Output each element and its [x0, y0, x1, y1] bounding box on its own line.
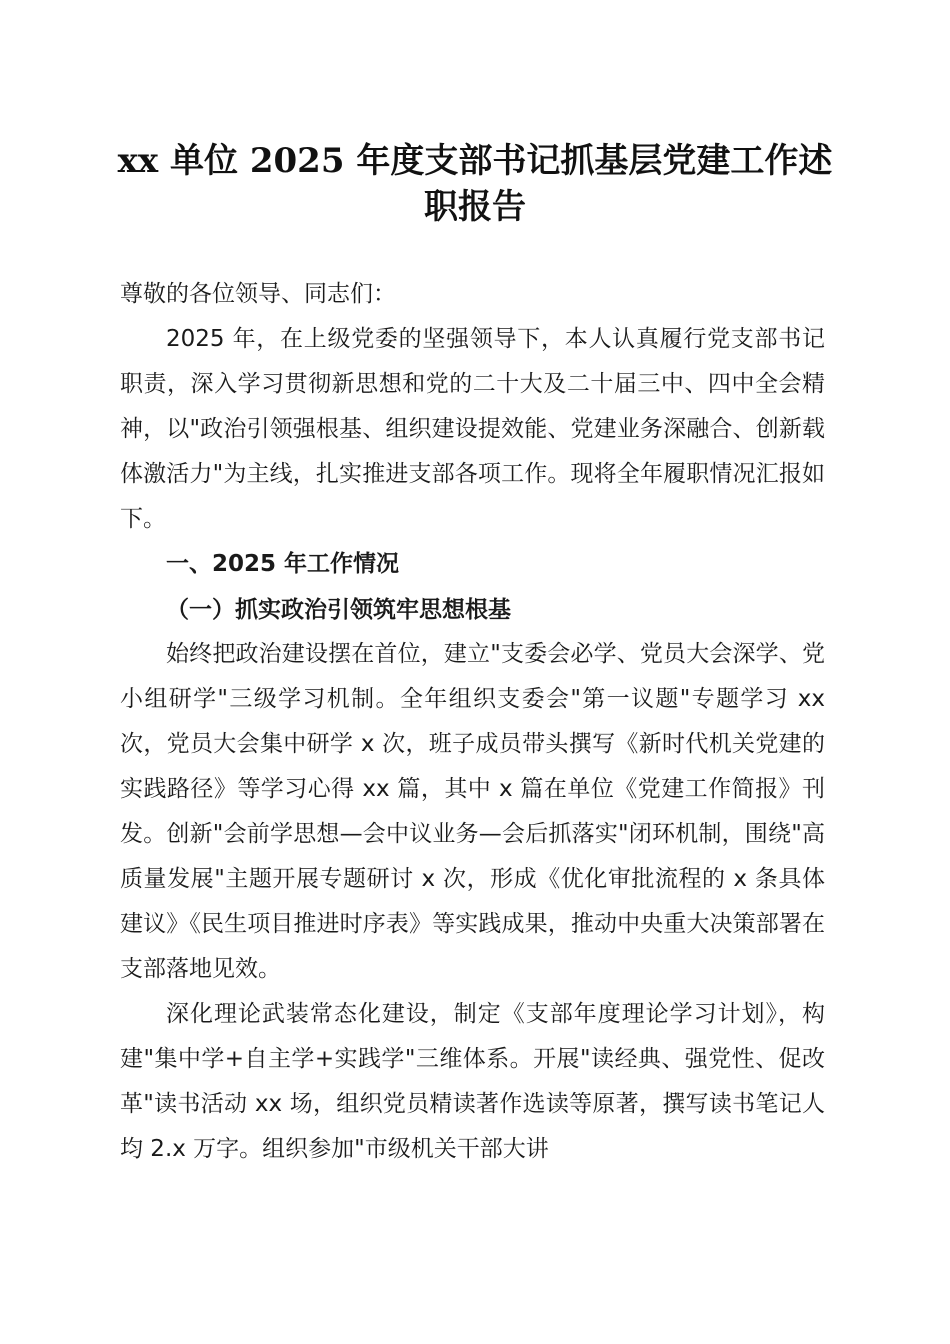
body-paragraph-1: 始终把政治建设摆在首位，建立"支委会必学、党员大会深学、党小组研学"三级学习机制。全年组织支委会"第一议题"专题学习 xx 次，党员大会集中研学 x 次，班子成员带头撰写《新时代机关党建的实践路径》等学习心得 xx 篇，其中 x 篇在单位《党建工作简报》刊发。创新"会前学思想—会中议业务—会后抓落实"闭环机制，围绕"高质量发展"主题开展专题研讨 x 次，形成《优化审批流程的 x 条具体建议》《民生项目推进时序表》等实践成果，推动中央重大决策部署在支部落地见效。: [120, 641, 825, 982]
title-line-2: 职报告: [424, 187, 526, 227]
salutation: 尊敬的各位领导、同志们：: [120, 281, 396, 307]
intro-paragraph: 2025 年，在上级党委的坚强领导下，本人认真履行党支部书记职责，深入学习贯彻新思想和党的二十大及二十届三中、四中全会精神，以"政治引领强根基、组织建设提效能、党建业务深融合、创新载体激活力"为主线，扎实推进支部各项工作。现将全年履职情况汇报如下。: [120, 326, 825, 532]
document-body: [120, 272, 825, 1172]
document-title: [110, 138, 840, 230]
body-paragraph-2: 深化理论武装常态化建设，制定《支部年度理论学习计划》，构建"集中学+自主学+实践学"三维体系。开展"读经典、强党性、促改革"读书活动 xx 场，组织党员精读著作选读等原著，撰写读书笔记人均 2.x 万字。组织参加"市级机关干部大讲: [120, 1001, 825, 1162]
subsection-heading-1: （一）抓实政治引领筑牢思想根基: [166, 596, 511, 623]
section-heading-1: 一、2025 年工作情况: [166, 551, 400, 577]
title-line-1: xx 单位 2025 年度支部书记抓基层党建工作述: [117, 141, 833, 181]
